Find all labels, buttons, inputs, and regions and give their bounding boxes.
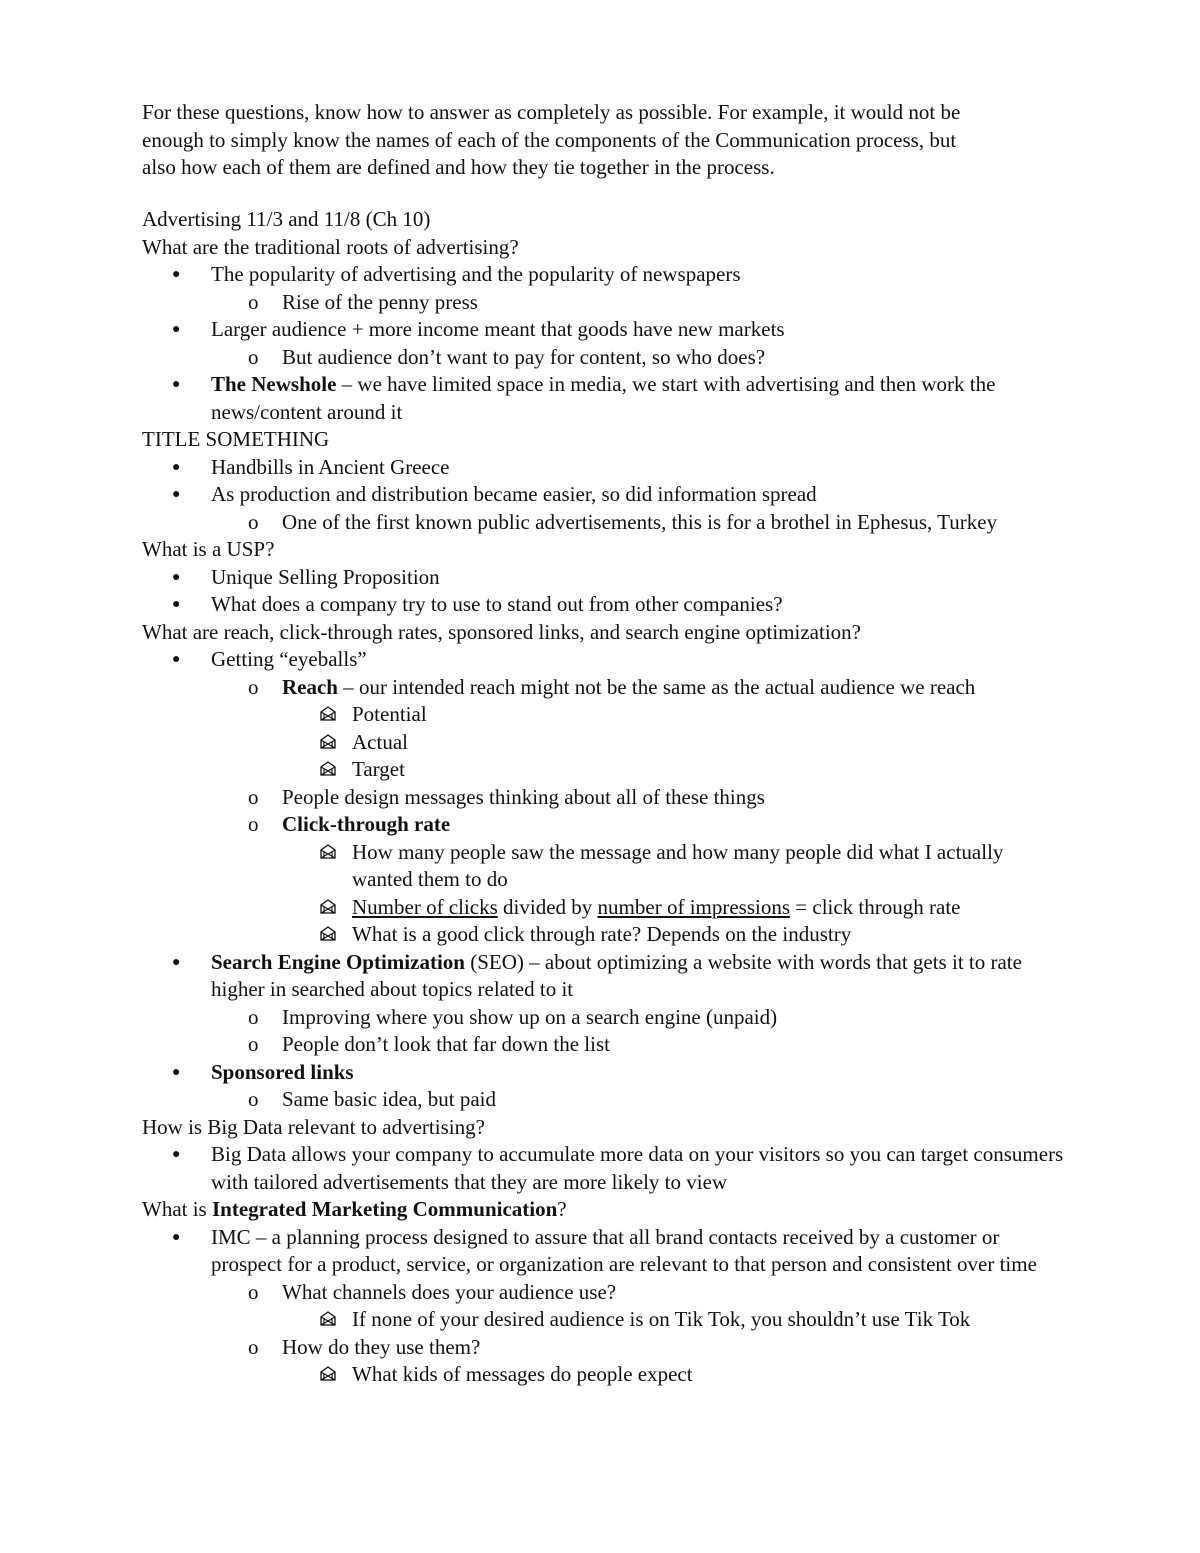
term-bold: Sponsored links: [211, 1059, 354, 1084]
circle-bullet-icon: o: [248, 1279, 259, 1304]
term-bold: Click-through rate: [282, 812, 451, 836]
circle-bullet-icon: o: [248, 784, 259, 809]
bullet-icon: ●: [172, 954, 181, 970]
underlined-term: Number of clicks: [352, 894, 498, 919]
list-item: [142, 756, 1072, 784]
list-item: [142, 729, 1072, 757]
bullet-icon: ●: [172, 597, 181, 612]
list-item-text: As production and distribution became easier, so did information spread: [211, 482, 817, 506]
list-item-text: = click through rate: [790, 894, 961, 919]
list-item: [142, 921, 1072, 949]
list-item: [142, 1334, 1072, 1362]
list-item: [142, 481, 1072, 509]
section-title: Advertising 11/3 and 11/8 (Ch 10): [142, 207, 431, 231]
list-item: [142, 1141, 1072, 1196]
list-item: [142, 564, 1072, 592]
circle-bullet-icon: o: [248, 1087, 259, 1111]
circle-bullet-icon: o: [248, 674, 259, 699]
list-item-text: What kids of messages do people expect: [352, 1362, 693, 1386]
term-bold: The Newshole: [211, 372, 337, 396]
bullet-icon: ●: [172, 322, 181, 337]
list-item-text: Target: [352, 757, 405, 781]
question-heading: What is a USP?: [142, 537, 275, 561]
bullet-icon: ●: [172, 1147, 181, 1162]
list-item: [142, 509, 1072, 537]
list-item: [142, 701, 1072, 729]
list-item: [142, 1224, 1072, 1279]
list-item-text: Potential: [352, 702, 427, 726]
list-item: [142, 1004, 1072, 1032]
circle-bullet-icon: o: [248, 1004, 259, 1029]
list-item-text: One of the first known public advertisements, this is for a brothel in Ephesus, Turkey: [282, 509, 998, 534]
question-heading: What are the traditional roots of advertising?: [142, 234, 519, 259]
question-heading: What are reach, click-through rates, sponsored links, and search engine optimization?: [142, 619, 861, 644]
question-heading: TITLE SOMETHING: [142, 427, 330, 451]
list-item-text: What does a company try to use to stand out from other companies?: [211, 592, 783, 616]
list-item-text: divided by: [497, 894, 598, 919]
list-item: [142, 1279, 1072, 1307]
bullet-icon: ●: [172, 377, 181, 392]
bullet-icon: ●: [172, 1064, 181, 1080]
circle-bullet-icon: o: [248, 1334, 259, 1359]
underlined-term: number of impressions: [597, 894, 791, 919]
list-item-text: People design messages thinking about all of these things: [282, 784, 765, 809]
list-item-text: What is a good click through rate? Depends on the industry: [352, 922, 852, 946]
term-bold: Reach: [282, 674, 338, 699]
list-item: [142, 261, 1072, 289]
wingdings-square-icon: [318, 923, 338, 943]
list-item-text: Big Data allows your company to accumulate more data on your visitors so you can target consumers with tailored advertisements that they are more likely to view: [211, 1142, 1064, 1194]
wingdings-square-icon: [318, 758, 338, 778]
bullet-list: [142, 646, 1072, 1114]
circle-bullet-icon: o: [248, 812, 259, 836]
circle-bullet-icon: o: [248, 344, 259, 369]
bullet-icon: ●: [172, 267, 181, 282]
list-item: [142, 784, 1072, 812]
list-item-text: Unique Selling Proposition: [211, 564, 440, 589]
list-item: [142, 811, 1072, 839]
list-item-text: But audience don’t want to pay for content, so who does?: [282, 344, 766, 369]
list-item: [142, 591, 1072, 619]
heading-text: What is: [142, 1197, 212, 1221]
bullet-icon: ●: [172, 652, 181, 667]
list-item-text: IMC – a planning process designed to assure that all brand contacts received by a customer or prospect for a product, service, or organization are relevant to that person and consistent over time: [211, 1224, 1037, 1276]
bullet-list: [142, 564, 1072, 619]
wingdings-square-icon: [318, 896, 338, 916]
circle-bullet-icon: o: [248, 1032, 259, 1056]
list-item-text: What channels does your audience use?: [282, 1279, 617, 1304]
list-item-text: How do they use them?: [282, 1334, 481, 1359]
wingdings-square-icon: [318, 703, 338, 723]
question-heading: [142, 1196, 1072, 1224]
list-item-text: Rise of the penny press: [282, 289, 478, 314]
heading-text: ?: [557, 1197, 567, 1221]
list-item-text: Larger audience + more income meant that goods have new markets: [211, 317, 785, 341]
list-item-text: Actual: [352, 729, 408, 754]
term-bold: Integrated Marketing Communication: [211, 1197, 558, 1221]
question-heading: How is Big Data relevant to advertising?: [142, 1114, 485, 1139]
intro-line: For these questions, know how to answer as completely as possible. For example, it would not be: [142, 100, 961, 124]
list-item: [142, 839, 1072, 894]
circle-bullet-icon: o: [248, 289, 259, 314]
notes-body: [142, 206, 1072, 1389]
list-item: [142, 1086, 1072, 1114]
list-item: [142, 646, 1072, 674]
list-item-text: How many people saw the message and how many people did what I actually wanted them to do: [352, 839, 1004, 891]
bullet-icon: ●: [172, 569, 181, 585]
circle-bullet-icon: o: [248, 509, 259, 534]
list-item-text: Getting “eyeballs”: [211, 647, 367, 671]
bullet-list: [142, 261, 1072, 426]
wingdings-square-icon: [318, 731, 338, 751]
wingdings-square-icon: [318, 841, 338, 861]
list-item-text: Improving where you show up on a search engine (unpaid): [282, 1004, 778, 1029]
list-item-text: – we have limited space in media, we start with advertising and then work the news/content around it: [211, 372, 996, 424]
list-item: [142, 454, 1072, 482]
list-item-text: If none of your desired audience is on Tik Tok, you shouldn’t use Tik Tok: [352, 1307, 971, 1331]
bullet-list: [142, 454, 1072, 537]
list-item: [142, 316, 1072, 344]
intro-line: also how each of them are defined and how they tie together in the process.: [142, 155, 775, 179]
list-item-text: (SEO) – about optimizing a website with words that gets it to rate higher in searched about topics related to it: [211, 949, 1022, 1001]
list-item: [142, 949, 1072, 1004]
list-item-text: Same basic idea, but paid: [282, 1087, 497, 1111]
list-item-text: People don’t look that far down the list: [282, 1032, 610, 1056]
wingdings-square-icon: [318, 1363, 338, 1383]
list-item-text: The popularity of advertising and the popularity of newspapers: [211, 262, 741, 286]
bullet-icon: ●: [172, 459, 181, 475]
list-item-text: Handbills in Ancient Greece: [211, 454, 450, 479]
list-item: [142, 371, 1072, 426]
intro-paragraph: [142, 99, 1072, 182]
list-item: [142, 1031, 1072, 1059]
bullet-list: [142, 1224, 1072, 1389]
list-item: [142, 674, 1072, 702]
list-item-text: – our intended reach might not be the same as the actual audience we reach: [338, 674, 976, 699]
bullet-icon: ●: [172, 1229, 181, 1245]
term-bold: Search Engine Optimization: [211, 949, 465, 974]
list-item: [142, 1306, 1092, 1334]
list-item: [142, 289, 1072, 317]
list-item: [142, 1059, 1072, 1087]
list-item: [142, 344, 1072, 372]
wingdings-square-icon: [318, 1308, 338, 1328]
list-item: [142, 1361, 1072, 1389]
bullet-icon: ●: [172, 487, 181, 502]
bullet-list: [142, 1141, 1072, 1196]
intro-line: enough to simply know the names of each of the components of the Communication process, but: [142, 127, 957, 152]
list-item: [142, 894, 1072, 922]
